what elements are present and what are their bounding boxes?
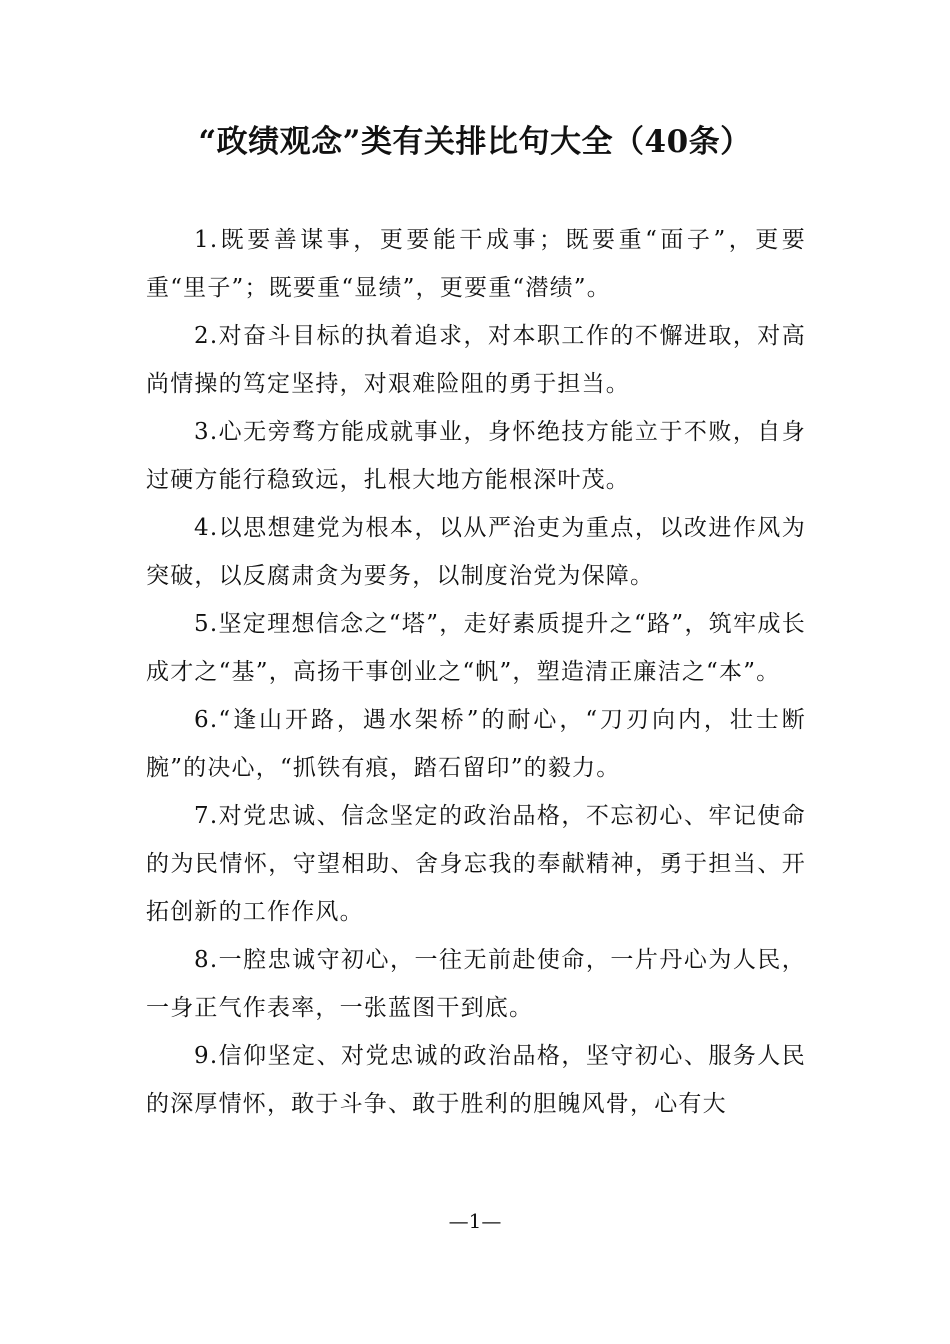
paragraph-7: 7.对党忠诚、信念坚定的政治品格，不忘初心、牢记使命的为民情怀，守望相助、舍身忘我的奉献精神，勇于担当、开拓创新的工作作风。 <box>146 803 806 925</box>
paragraph-6: 6.“逢山开路，遇水架桥”的耐心，“刀刃向内，壮士断腕”的决心，“抓铁有痕，踏石留印”的毅力。 <box>146 707 806 781</box>
paragraph-5: 5.坚定理想信念之“塔”，走好素质提升之“路”，筑牢成长成才之“基”，高扬干事创业之“帆”，塑造清正廉洁之“本”。 <box>146 611 806 685</box>
document-title: “政绩观念”类有关排比句大全（40条） <box>198 124 752 160</box>
paragraph-8: 8.一腔忠诚守初心，一往无前赴使命，一片丹心为人民，一身正气作表率，一张蓝图干到底。 <box>146 947 806 1021</box>
paragraph-4: 4.以思想建党为根本，以从严治吏为重点，以改进作风为突破，以反腐肃贪为要务，以制度治党为保障。 <box>146 515 806 589</box>
paragraph-2: 2.对奋斗目标的执着追求，对本职工作的不懈进取，对高尚情操的笃定坚持，对艰难险阻的勇于担当。 <box>146 323 806 397</box>
paragraph-3: 3.心无旁骛方能成就事业，身怀绝技方能立于不败，自身过硬方能行稳致远，扎根大地方能根深叶茂。 <box>146 419 806 493</box>
paragraph-9: 9.信仰坚定、对党忠诚的政治品格，坚守初心、服务人民的深厚情怀，敢于斗争、敢于胜利的胆魄风骨，心有大 <box>146 1043 806 1117</box>
document-body <box>146 216 806 1128</box>
page-number: —1— <box>448 1209 502 1233</box>
paragraph-1: 1.既要善谋事，更要能干成事；既要重“面子”，更要重“里子”；既要重“显绩”，更要重“潜绩”。 <box>146 227 806 301</box>
